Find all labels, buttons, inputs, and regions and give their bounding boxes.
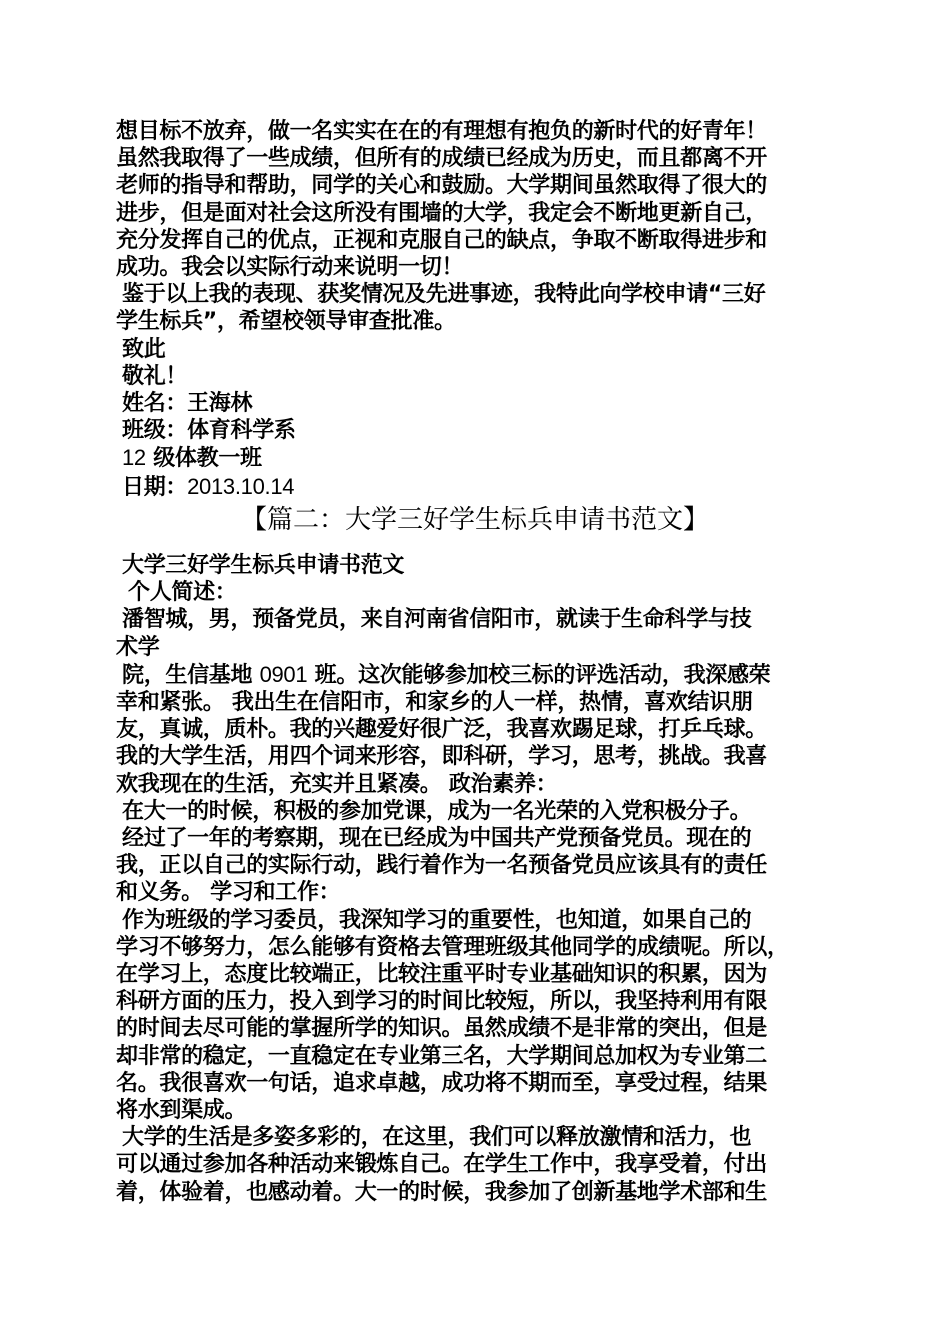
class-value: 体育科学系 [187,418,296,444]
second-application-body [116,552,836,1206]
text-line: 老师的指导和帮助，同学的关心和鼓励。大学期间虽然取得了很大的 [116,173,768,199]
name-value: 王海林 [187,391,253,417]
text-line: 着，体验着，也感动着。大一的时候，我参加了创新基地学术部和生 [116,1179,768,1205]
text-line: 学习不够努力，怎么能够有资格去管理班级其他同学的成绩呢。所以， [116,934,789,960]
text-line: 名。我很喜欢一句话，追求卓越，成功将不期而至，享受过程，结果 [116,1070,768,1096]
date-line [116,473,836,501]
grade-text: 级体教一班 [153,446,262,472]
text-line: 在学习上，态度比较端正，比较注重平时专业基础知识的积累，因为 [116,962,768,988]
class-number: 0901 [259,661,308,687]
text-fragment: 院，生信基地 [122,662,253,688]
text-line: 学生标兵”，希望校领导审查批准。 [116,309,456,335]
text-line: 和义务。 学习和工作： [116,880,341,906]
section-title: 【篇二：大学三好学生标兵申请书范文】 [240,505,709,535]
text-line: 想目标不放弃，做一名实实在在的有理想有抱负的新时代的好青年！ [116,119,768,144]
text-line: 幸和紧张。 我出生在信阳市，和家乡的人一样，热情，喜欢结识朋 [116,690,753,716]
text-line: 在大一的时候，积极的参加党课，成为一名光荣的入党积极分子。 [122,798,752,824]
application-letter-ending [116,118,836,501]
text-line: 虽然我取得了一些成绩，但所有的成绩已经成为历史，而且都离不开 [116,146,768,172]
text-line: 成功。我会以实际行动来说明一切！ [116,255,464,281]
text-line: 却非常的稳定，一直稳定在专业第三名，大学期间总加权为专业第二 [116,1043,768,1069]
grade-number: 12 [122,445,146,471]
text-line: 潘智城，男，预备党员，来自河南省信阳市，就读于生命科学与技 [122,607,752,633]
salute-line: 敬礼！ [122,363,188,389]
date-value: 2013.10.14 [187,473,295,499]
text-line: 友，真诚，质朴。我的兴趣爱好很广泛，我喜欢踢足球，打乒乓球。 [116,717,768,743]
text-line: 大学的生活是多姿多彩的，在这里，我们可以释放激情和活力，也 [122,1125,752,1151]
text-line: 经过了一年的考察期，现在已经成为中国共产党预备党员。现在的 [122,826,752,852]
text-line: 我，正以自己的实际行动，践行着作为一名预备党员应该具有的责任 [116,853,768,879]
text-line: 充分发挥自己的优点，正视和克服自己的缺点，争取不断取得进步和 [116,227,768,253]
article-heading: 大学三好学生标兵申请书范文 [122,553,405,578]
grade-line [116,444,836,472]
text-line: 欢我现在的生活，充实并且紧凑。 政治素养： [116,771,558,797]
class-label: 班级： [122,418,188,444]
text-line: 术学 [116,634,160,660]
text-line: 科研方面的压力，投入到学习的时间比较短，所以，我坚持利用有限 [116,989,768,1015]
date-label: 日期： [122,474,188,500]
text-line: 作为班级的学习委员，我深知学习的重要性，也知道，如果自己的 [122,907,752,933]
text-line: 可以通过参加各种活动来锻炼自己。在学生工作中，我享受着，付出 [116,1152,768,1178]
text-line: 我的大学生活，用四个词来形容，即科研，学习，思考，挑战。我喜 [116,744,768,770]
text-line: 鉴于以上我的表现、获奖情况及先进事迹，我特此向学校申请“三好 [122,282,766,308]
name-label: 姓名： [122,391,188,417]
closing-line: 致此 [122,336,166,362]
name-line [116,390,836,417]
subheading: 个人简述： [128,580,237,606]
class-line [116,417,836,444]
text-line [116,661,836,689]
text-line: 进步，但是面对社会这所没有围墙的大学，我定会不断地更新自己， [116,200,768,226]
text-fragment: 班。这次能够参加校三标的评选活动，我深感荣 [314,662,771,688]
text-line: 的时间去尽可能的掌握所学的知识。虽然成绩不是非常的突出，但是 [116,1016,768,1042]
text-line: 将水到渠成。 [116,1098,247,1124]
